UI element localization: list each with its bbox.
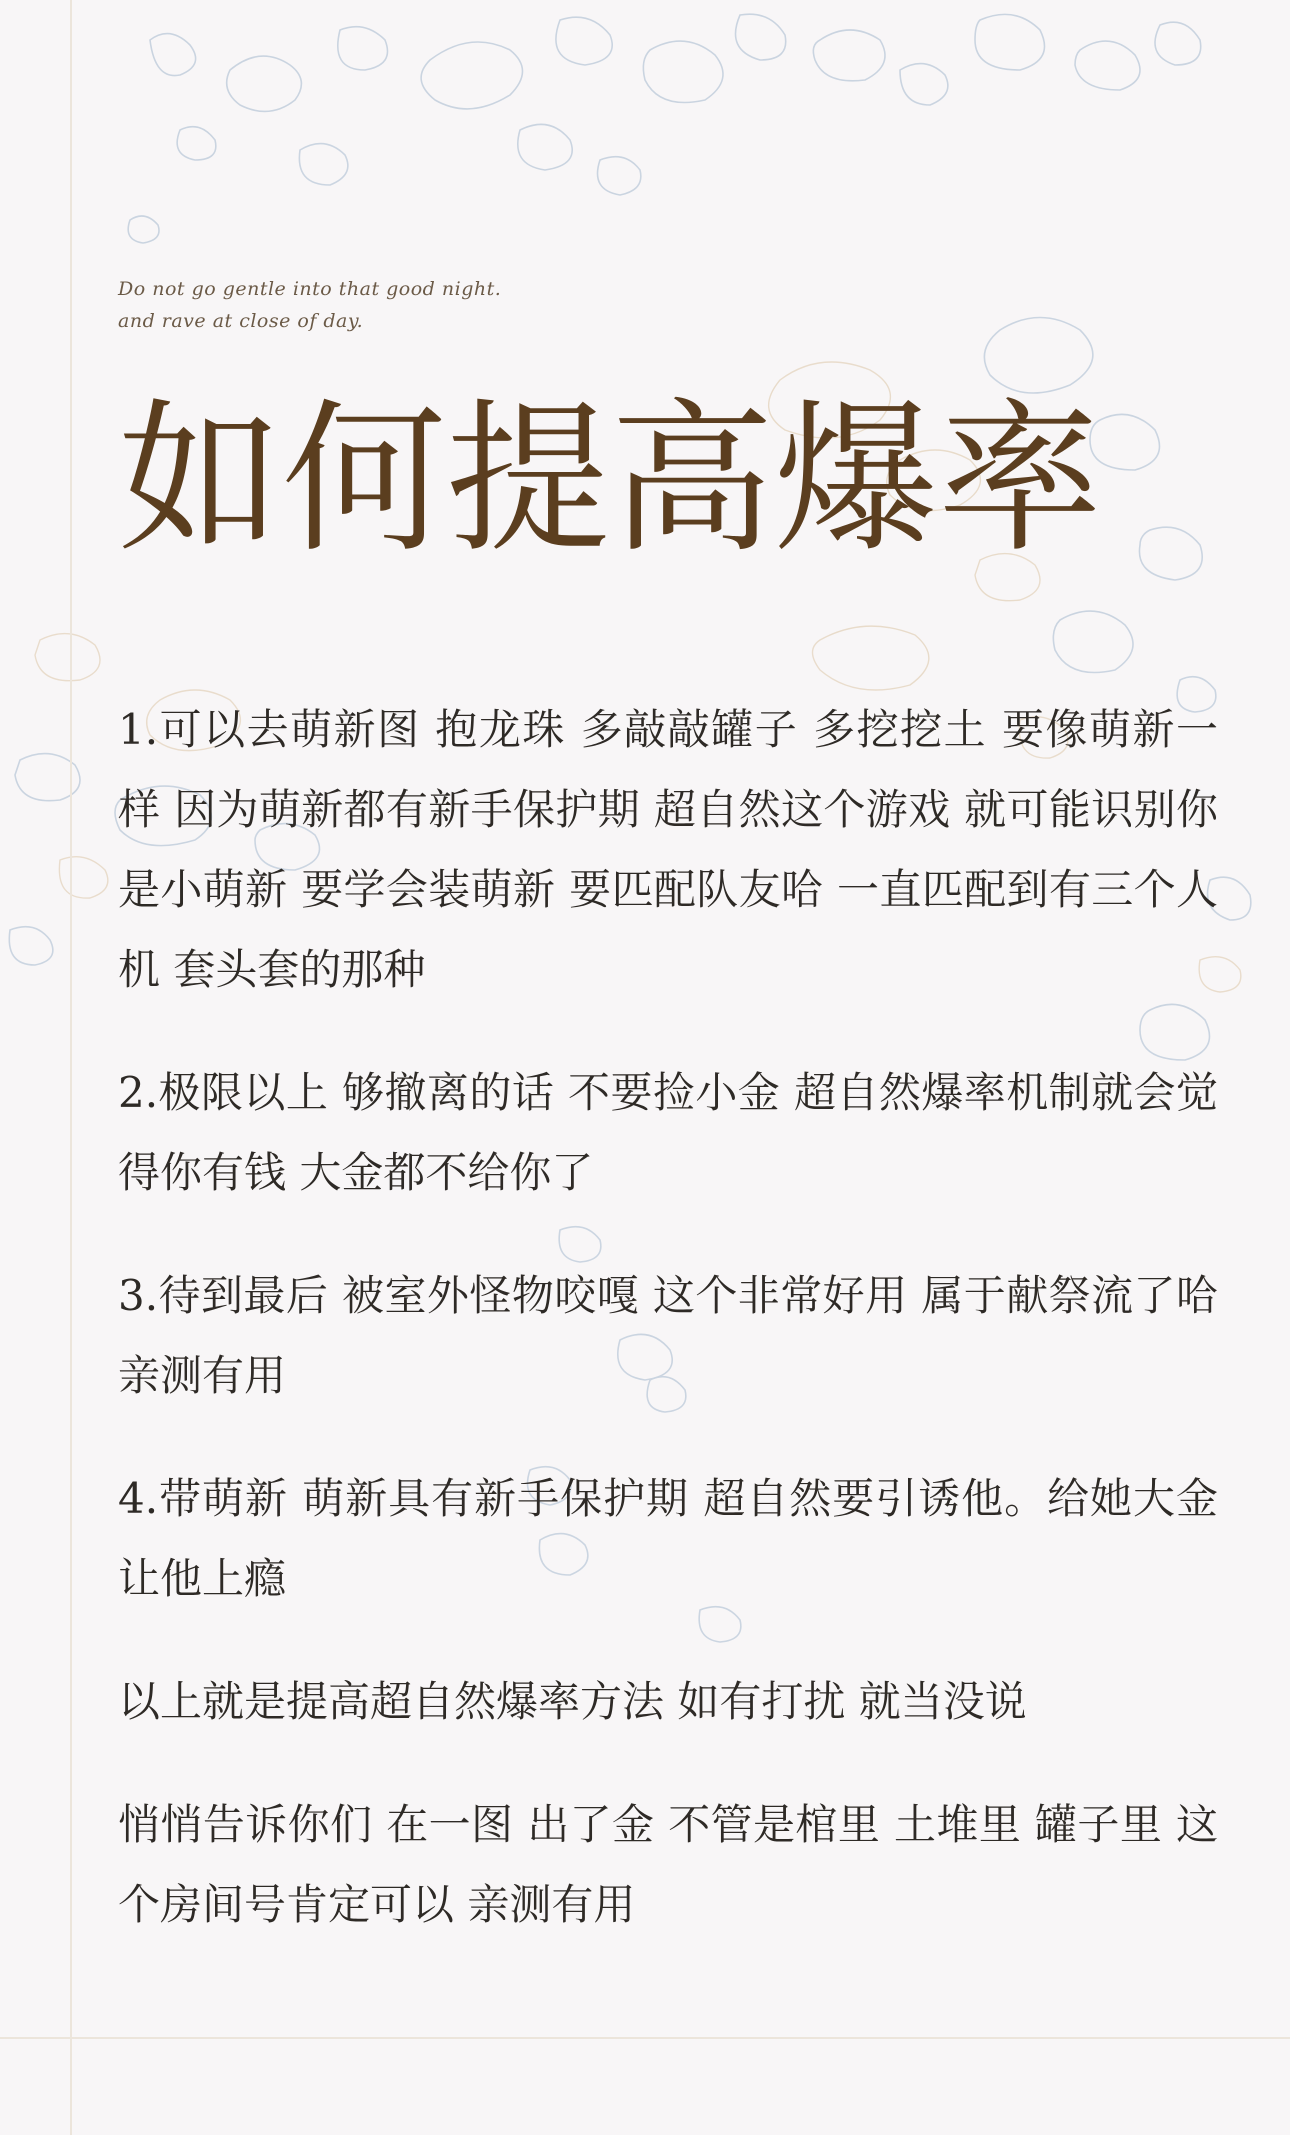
paragraph-tip-4: 4.带萌新 萌新具有新手保护期 超自然要引诱他。给她大金 让他上瘾 <box>118 1474 1218 1603</box>
decorative-script-line-2: and rave at close of day. <box>118 310 364 332</box>
decorative-script-line-1: Do not go gentle into that good night. <box>118 278 502 300</box>
page-title: 如何提高爆率 <box>118 384 1103 575</box>
paragraph-summary: 以上就是提高超自然爆率方法 如有打扰 就当没说 <box>118 1677 1027 1726</box>
margin-rule-horizontal <box>0 2037 1290 2039</box>
paragraph-tip-1: 1.可以去萌新图 抱龙珠 多敲敲罐子 多挖挖土 要像萌新一样 因为萌新都有新手保护期 超自然这个游戏 就可能识别你是小萌新 要学会装萌新 要匹配队友哈 一直匹配到有三个人机 套头套的那种 <box>118 705 1218 994</box>
paragraph-tip-3: 3.待到最后 被室外怪物咬嘎 这个非常好用 属于献祭流了哈 亲测有用 <box>118 1271 1218 1400</box>
body-text <box>118 690 1218 1988</box>
paragraph-secret-tip: 悄悄告诉你们 在一图 出了金 不管是棺里 土堆里 罐子里 这个房间号肯定可以 亲测有用 <box>118 1800 1218 1929</box>
paragraph-tip-2: 2.极限以上 够撤离的话 不要捡小金 超自然爆率机制就会觉得你有钱 大金都不给你了 <box>118 1068 1218 1197</box>
margin-rule-vertical <box>70 0 72 2135</box>
